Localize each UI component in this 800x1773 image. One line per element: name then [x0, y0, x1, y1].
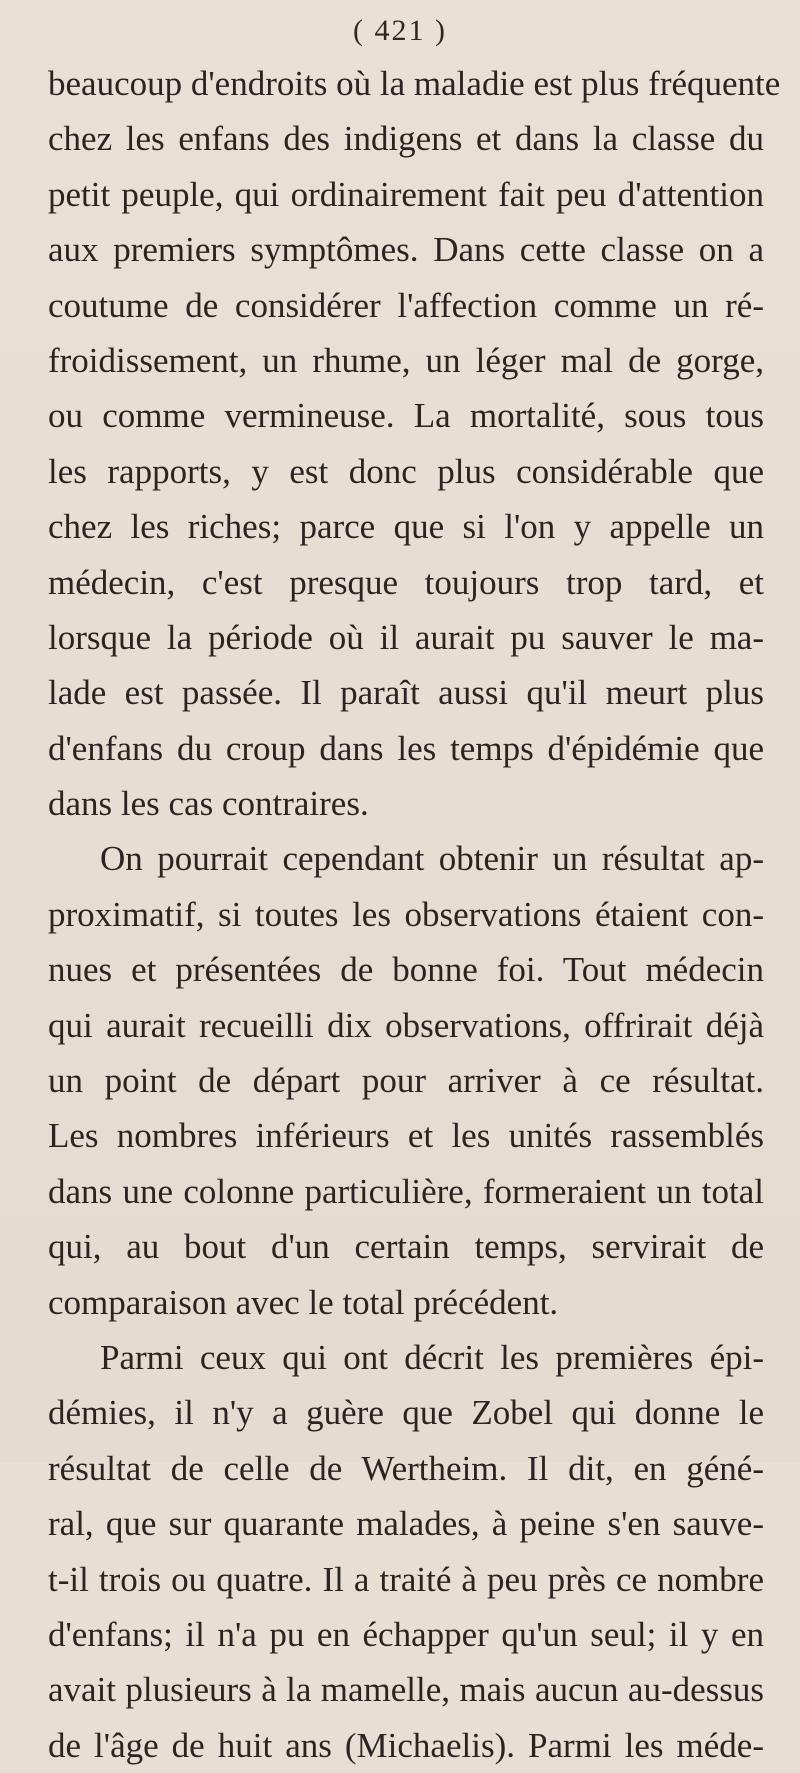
paragraph-end-line: comparaison avec le total précédent.	[48, 1282, 559, 1322]
paragraph-start-line: On pourrait cependant obtenir un résultat ap-	[100, 839, 764, 879]
paragraph-end-line: dans les cas contraires.	[48, 784, 369, 824]
text-line: aux premiers symptômes. Dans cette classe on a	[48, 230, 764, 270]
text-line: résultat de celle de Wertheim. Il dit, en géné-	[48, 1448, 764, 1488]
text-line: ou comme vermineuse. La mortalité, sous tous	[48, 396, 764, 436]
text-line: coutume de considérer l'affection comme un ré-	[48, 285, 764, 325]
text-line: les rapports, y est donc plus considérable que	[48, 451, 764, 491]
text-line: nues et présentées de bonne foi. Tout médecin	[48, 950, 764, 990]
text-line: d'enfans du croup dans les temps d'épidémie que	[48, 728, 764, 768]
text-line: qui, au bout d'un certain temps, servirait de	[48, 1227, 764, 1267]
text-line: petit peuple, qui ordinairement fait peu d'attention	[48, 174, 764, 214]
text-line: d'enfans; il n'a pu en échapper qu'un seul; il y en	[48, 1614, 764, 1654]
paragraph-start-line: Parmi ceux qui ont décrit les premières épi-	[100, 1337, 764, 1377]
body-text	[48, 56, 781, 1773]
text-line: lade est passée. Il paraît aussi qu'il meurt plus	[48, 673, 764, 713]
text-line: proximatif, si toutes les observations étaient con-	[48, 894, 764, 934]
text-line: chez les riches; parce que si l'on y appelle un	[48, 507, 764, 547]
text-line: beaucoup d'endroits où la maladie est plus fréquente	[48, 64, 781, 103]
text-line: dans une colonne particulière, formeraient un total	[48, 1171, 764, 1211]
text-line: avait plusieurs à la mamelle, mais aucun au-dessus	[48, 1670, 764, 1710]
page-number: ( 421 )	[353, 14, 447, 47]
text-line: démies, il n'y a guère que Zobel qui donne le	[48, 1393, 764, 1433]
text-line: froidissement, un rhume, un léger mal de gorge,	[48, 340, 764, 380]
text-line: de l'âge de huit ans (Michaelis). Parmi les méde-	[48, 1725, 764, 1765]
text-line: médecin, c'est presque toujours trop tard, et	[48, 562, 764, 602]
text-line: Les nombres inférieurs et les unités rassemblés	[48, 1116, 764, 1156]
text-line: lorsque la période où il aurait pu sauver le ma-	[48, 617, 764, 657]
text-line: ral, que sur quarante malades, à peine s'en sauve-	[48, 1504, 764, 1544]
text-line: chez les enfans des indigens et dans la classe du	[48, 119, 764, 159]
text-line: qui aurait recueilli dix observations, offrirait déjà	[48, 1005, 764, 1045]
text-line: t-il trois ou quatre. Il a traité à peu près ce nombre	[48, 1559, 764, 1599]
text-line: un point de départ pour arriver à ce résultat.	[48, 1061, 764, 1101]
